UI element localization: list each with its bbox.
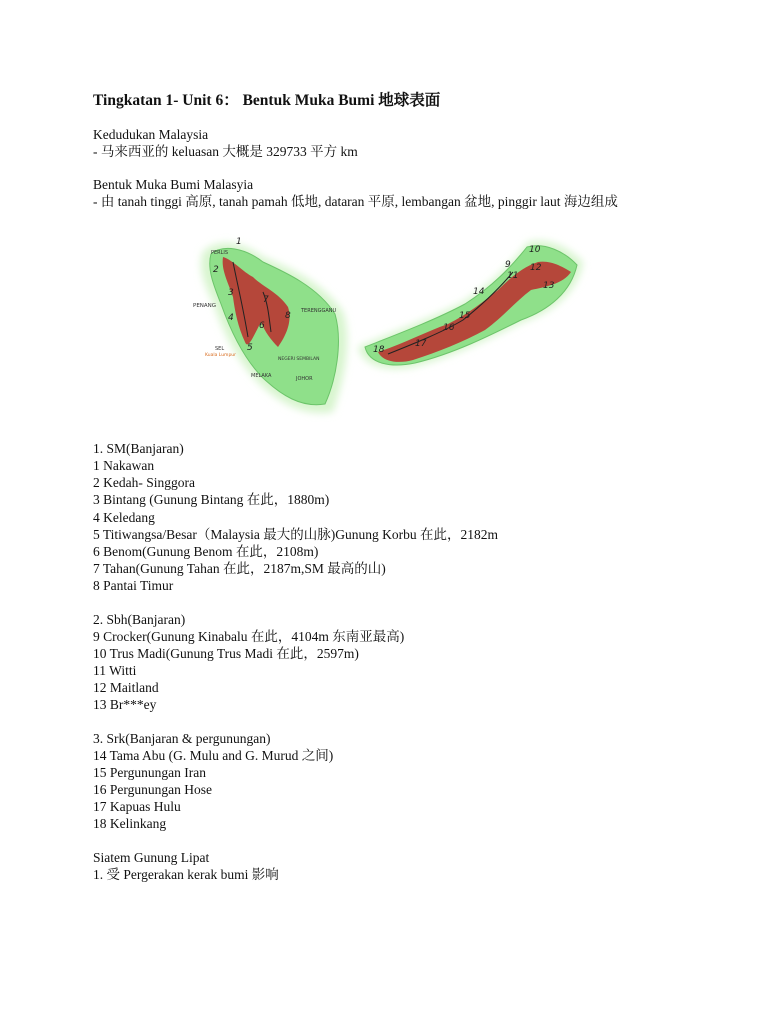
list-item: 1. 受 Pergerakan kerak bumi 影响 xyxy=(93,866,279,882)
label-kl: Kuala Lumpur xyxy=(205,353,236,358)
range-number-9: 9 xyxy=(505,260,511,270)
list-item: 2 Kedah- Singgora xyxy=(93,475,195,491)
label-penang: PENANG xyxy=(193,303,217,309)
list-item: 1 Nakawan xyxy=(93,458,155,473)
range-number-5: 5 xyxy=(247,343,253,353)
siatem-section xyxy=(93,849,693,883)
list-item: 16 Pergunungan Hose xyxy=(93,782,212,798)
range-number-7: 7 xyxy=(263,295,269,305)
label-johor: JOHOR xyxy=(296,376,313,382)
range-number-11: 11 xyxy=(507,271,519,281)
list-item: 9 Crocker(Gunung Kinabalu 在此，4104m 东南亚最高) xyxy=(93,628,405,644)
list-item: 12 Maitland xyxy=(93,680,159,696)
range-number-8: 8 xyxy=(285,311,291,321)
list-item: 10 Trus Madi(Gunung Trus Madi 在此，2597m) xyxy=(93,645,359,661)
range-number-17: 17 xyxy=(415,339,427,349)
sbh-list xyxy=(93,628,693,714)
range-number-6: 6 xyxy=(259,321,265,331)
list-item: 7 Tahan(Gunung Tahan 在此，2187m,SM 最高的山) xyxy=(93,561,386,577)
label-selangor: SEL xyxy=(215,346,225,352)
srk-heading: 3. Srk(Banjaran & pergunungan) xyxy=(93,730,271,746)
list-item: 8 Pantai Timur xyxy=(93,578,174,594)
list-item: 14 Tama Abu (G. Mulu and G. Murud 之间) xyxy=(93,747,334,763)
list-item: 5 Titiwangsa/Besar（Malaysia 最大的山脉)Gunung Korbu 在此，2182m xyxy=(93,526,498,542)
page-title: Tingkatan 1- Unit 6： Bentuk Muka Bumi 地球表面 xyxy=(93,92,441,109)
srk-list xyxy=(93,747,693,833)
list-item: 18 Kelinkang xyxy=(93,816,167,832)
list-item: 15 Pergunungan Iran xyxy=(93,764,206,780)
sm-list xyxy=(93,457,693,595)
range-number-18: 18 xyxy=(373,345,385,355)
range-number-4: 4 xyxy=(228,313,234,323)
bentuk-heading: Bentuk Muka Bumi Malasyia xyxy=(93,177,254,192)
sm-section xyxy=(93,440,693,595)
label-melaka: MELAKA xyxy=(251,373,272,379)
malaysia-relief-map xyxy=(193,232,593,422)
label-perlis: PERLIS xyxy=(211,250,229,256)
range-number-1: 1 xyxy=(236,237,242,247)
sm-heading: 1. SM(Banjaran) xyxy=(93,441,184,456)
document-page xyxy=(93,88,693,899)
range-number-3: 3 xyxy=(228,288,234,298)
siatem-heading: Siatem Gunung Lipat xyxy=(93,849,210,865)
range-number-13: 13 xyxy=(543,281,555,291)
range-number-15: 15 xyxy=(459,311,471,321)
range-number-16: 16 xyxy=(443,323,455,333)
range-number-2: 2 xyxy=(213,265,219,275)
list-item: 4 Keledang xyxy=(93,509,155,525)
kedudukan-text: - 马来西亚的 keluasan 大概是 329733 平方 km xyxy=(93,144,358,159)
range-number-10: 10 xyxy=(529,245,541,255)
label-negeri: NEGERI SEMBILAN xyxy=(278,357,320,362)
kedudukan-heading: Kedudukan Malaysia xyxy=(93,127,209,142)
list-item: 13 Br***ey xyxy=(93,697,157,713)
list-item: 3 Bintang (Gunung Bintang 在此，1880m) xyxy=(93,492,330,508)
range-number-12: 12 xyxy=(530,263,542,273)
srk-section xyxy=(93,730,693,833)
sbh-heading: 2. Sbh(Banjaran) xyxy=(93,611,186,627)
list-item: 17 Kapuas Hulu xyxy=(93,799,181,815)
range-number-14: 14 xyxy=(473,287,485,297)
sbh-section xyxy=(93,611,693,714)
map-svg xyxy=(193,232,593,422)
list-item: 6 Benom(Gunung Benom 在此，2108m) xyxy=(93,544,319,560)
list-item: 11 Witti xyxy=(93,663,137,679)
bentuk-text: - 由 tanah tinggi 高原, tanah pamah 低地, dataran 平原, lembangan 盆地, pinggir laut 海边组成 xyxy=(93,194,618,209)
label-terengganu: TERENGGANU xyxy=(301,308,337,314)
siatem-list xyxy=(93,866,693,883)
